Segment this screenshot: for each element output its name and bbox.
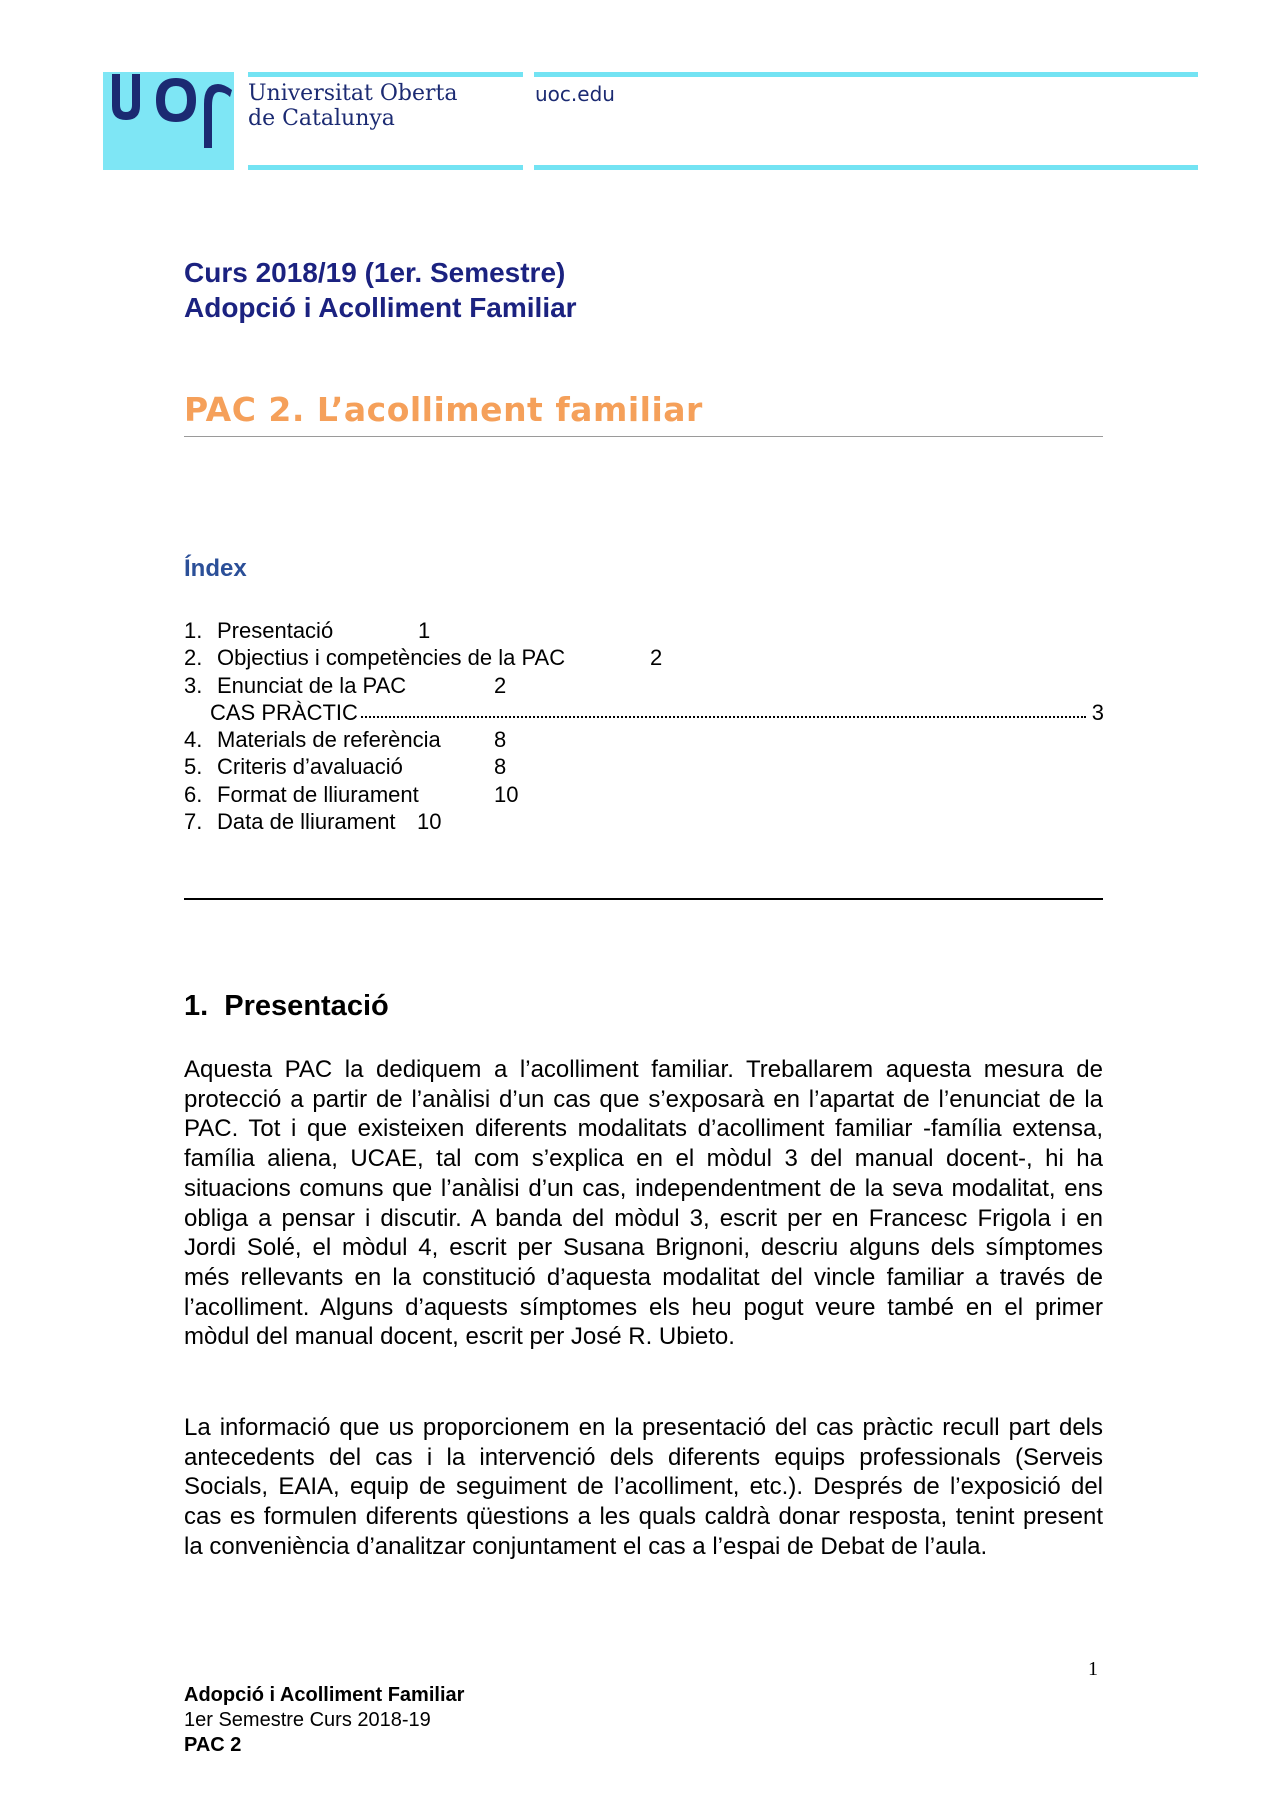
toc-number: 4. [184,727,203,753]
toc-label: Data de lliurament [217,809,396,835]
page-footer [184,1683,464,1758]
toc-item-materials[interactable] [184,726,1104,753]
header-line [248,165,523,170]
table-of-contents [184,617,1104,835]
toc-page: 10 [494,781,519,807]
course-info [184,255,577,325]
toc-page: 8 [494,754,507,780]
university-name [248,81,457,131]
paragraph: Aquesta PAC la dediquem a l’acolliment familiar. Treballarem aquesta mesura de protecció a partir de l’anàlisi d’un cas que s’exposarà en l’apartat de l’enunciat de la PAC. Tot i que existeixen diferents modalitats d’acolliment familiar -família extensa, família aliena, UCAE, tal com s’explica en el mòdul 3 del manual docent-, hi ha situacions comuns que l’anàlisi d’un cas, independentment de la seva modalitat, ens obliga a pensar i discutir. A banda del mòdul 3, escrit per en Francesc Frigola i en Jordi Solé, el mòdul 4, escrit per Susana Brignoni, descriu alguns dels símptomes més rellevants en la constitució d’aquesta modalitat del vincle familiar a través de l’acolliment. Alguns d’aquests símptomes els heu pogut veure també en el primer mòdul del manual docent, escrit per José R. Ubieto. [184,1056,1103,1351]
header-line [534,72,1198,77]
toc-label: Enunciat de la PAC [217,672,407,698]
toc-item-criteris[interactable] [184,753,1104,780]
header-line [534,165,1198,170]
toc-number: 1. [184,618,203,643]
header-line [248,72,523,77]
toc-number: 3. [184,672,203,698]
toc-label: Presentació [217,618,334,643]
toc-page: 10 [417,809,442,835]
paragraph: La informació que us proporcionem en la presentació del cas pràctic recull part dels antecedents del cas i la intervenció dels diferents equips professionals (Serveis Socials, EAIA, equip de seguiment de l’acolliment, etc.). Després de l’exposició del cas es formulen diferents qüestions a les quals caldrà donar resposta, tenint present la conveniència d’analitzar conjuntament el cas a l’espai de Debat de l’aula. [184,1414,1103,1560]
course-subject: Adopció i Acolliment Familiar [184,292,577,323]
course-year: Curs 2018/19 (1er. Semestre) [184,257,566,288]
toc-label: Materials de referència [217,727,441,753]
index-heading: Índex [184,555,247,582]
toc-page: 3 [1091,699,1104,725]
toc-number: 5. [184,754,203,780]
toc-item-enunciat[interactable] [184,672,1104,699]
page-number: 1 [1088,1658,1098,1680]
footer-semester: 1er Semestre Curs 2018-19 [184,1709,431,1731]
university-url[interactable]: uoc.edu [535,82,615,106]
section-heading: 1. Presentació [184,990,389,1022]
toc-page: 8 [494,727,507,753]
index-divider [184,898,1103,900]
toc-page: 2 [494,672,507,698]
university-name-line1: Universitat Oberta [248,81,458,106]
uoc-logo-icon [106,68,236,168]
toc-number: 7. [184,809,203,835]
title-divider [184,436,1103,437]
pac-title: PAC 2. L’acolliment familiar [184,390,703,429]
toc-number: 2. [184,645,203,671]
university-name-line2: de Catalunya [248,106,395,131]
toc-label: Format de lliurament [217,781,419,807]
toc-item-data[interactable] [184,808,1104,835]
toc-label: CAS PRÀCTIC [210,699,358,725]
toc-subitem-cas-practic[interactable] [184,699,1104,726]
toc-item-format[interactable] [184,781,1104,808]
toc-number: 6. [184,781,203,807]
footer-subject: Adopció i Acolliment Familiar [184,1684,465,1706]
toc-page: 1 [418,618,431,643]
toc-item-objectius[interactable] [184,644,1104,671]
toc-label: Objectius i competències de la PAC [217,645,566,671]
toc-item-presentacio[interactable] [184,617,1104,644]
toc-label: Criteris d’avaluació [217,754,403,780]
footer-pac: PAC 2 [184,1734,242,1756]
toc-page: 2 [650,645,663,671]
